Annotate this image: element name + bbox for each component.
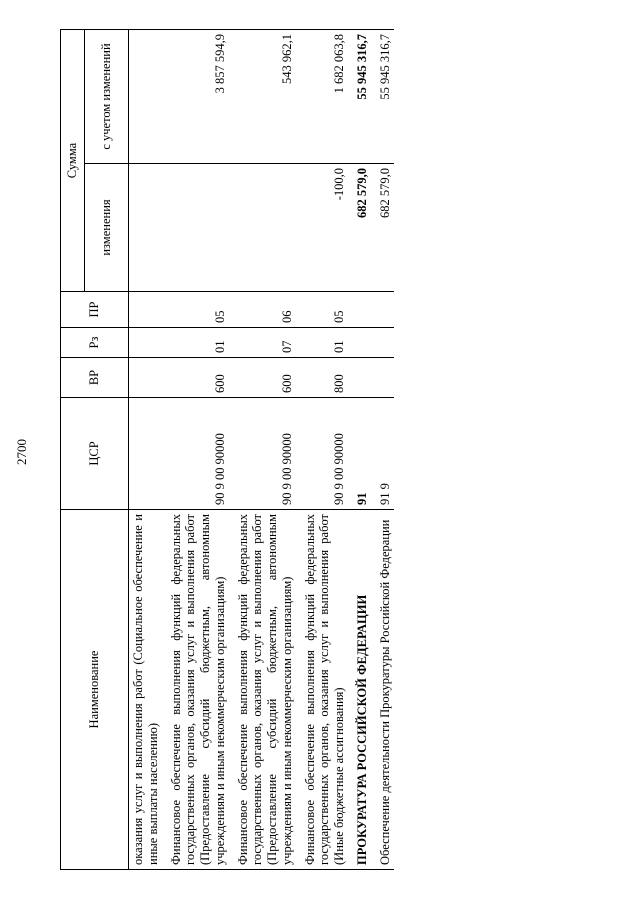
table-row xyxy=(376,30,395,870)
row-rz: 01 xyxy=(301,328,353,358)
table-body xyxy=(129,30,395,870)
row-pr: 05 xyxy=(167,292,234,328)
row-total: 3 857 594,9 xyxy=(167,30,234,164)
header-rz: Рз xyxy=(61,328,129,358)
row-total: 1 682 063,8 xyxy=(301,30,353,164)
table-row xyxy=(353,30,376,870)
row-csr: 91 xyxy=(353,398,376,510)
row-vr xyxy=(129,358,167,398)
row-changes: 682 579,0 xyxy=(353,164,376,292)
table-row xyxy=(234,30,301,870)
row-changes: 682 579,0 xyxy=(376,164,395,292)
row-changes: -100,0 xyxy=(301,164,353,292)
row-rz xyxy=(129,328,167,358)
table-row xyxy=(129,30,167,870)
row-vr: 800 xyxy=(301,358,353,398)
row-csr xyxy=(129,398,167,510)
row-total: 55 945 316,7 xyxy=(376,30,395,164)
row-pr xyxy=(353,292,376,328)
row-vr: 600 xyxy=(234,358,301,398)
row-pr: 06 xyxy=(234,292,301,328)
row-pr xyxy=(129,292,167,328)
row-csr: 90 9 00 90000 xyxy=(167,398,234,510)
row-pr: 05 xyxy=(301,292,353,328)
row-vr xyxy=(376,358,395,398)
table-row xyxy=(301,30,353,870)
row-vr: 600 xyxy=(167,358,234,398)
row-total: 55 945 316,7 xyxy=(353,30,376,164)
header-changes: изменения xyxy=(85,164,129,292)
header-vr: ВР xyxy=(61,358,129,398)
row-rz: 01 xyxy=(167,328,234,358)
row-changes xyxy=(167,164,234,292)
row-csr: 90 9 00 90000 xyxy=(301,398,353,510)
header-csr: ЦСР xyxy=(61,398,129,510)
row-name: Финансовое обеспечение выполнения функций федеральных государственных органов, оказания услуг и выполнения работ (Предоставление субсидий бюджетным, автономным учреждениям и иным некоммерческим организациям) xyxy=(234,510,301,870)
row-rz: 07 xyxy=(234,328,301,358)
row-total: 543 962,1 xyxy=(234,30,301,164)
rotated-page xyxy=(60,30,560,870)
table-row xyxy=(167,30,234,870)
row-changes xyxy=(234,164,301,292)
row-name: оказания услуг и выполнения работ (Социальное обеспечение и иные выплаты населению) xyxy=(129,510,167,870)
row-name: Финансовое обеспечение выполнения функций федеральных государственных органов, оказания услуг и выполнения работ (Иные бюджетные ассигнования) xyxy=(301,510,353,870)
page-number: 2700 xyxy=(14,439,29,465)
row-pr xyxy=(376,292,395,328)
table-header xyxy=(61,30,129,870)
row-name: Обеспечение деятельности Прокуратуры Российской Федерации xyxy=(376,510,395,870)
header-name: Наименование xyxy=(61,510,129,870)
row-vr xyxy=(353,358,376,398)
header-with-changes: с учетом изменений xyxy=(85,30,129,164)
row-csr: 90 9 00 90000 xyxy=(234,398,301,510)
header-pr: ПР xyxy=(61,292,129,328)
row-csr: 91 9 xyxy=(376,398,395,510)
header-sum: Сумма xyxy=(61,30,85,292)
row-changes xyxy=(129,164,167,292)
row-name: ПРОКУРАТУРА РОССИЙСКОЙ ФЕДЕРАЦИИ xyxy=(353,510,376,870)
row-total xyxy=(129,30,167,164)
document-body xyxy=(60,30,560,870)
row-name: Финансовое обеспечение выполнения функций федеральных государственных органов, оказания услуг и выполнения работ (Предоставление субсидий бюджетным, автономным учреждениям и иным некоммерческим организациям) xyxy=(167,510,234,870)
budget-table xyxy=(60,29,394,870)
row-rz xyxy=(376,328,395,358)
row-rz xyxy=(353,328,376,358)
